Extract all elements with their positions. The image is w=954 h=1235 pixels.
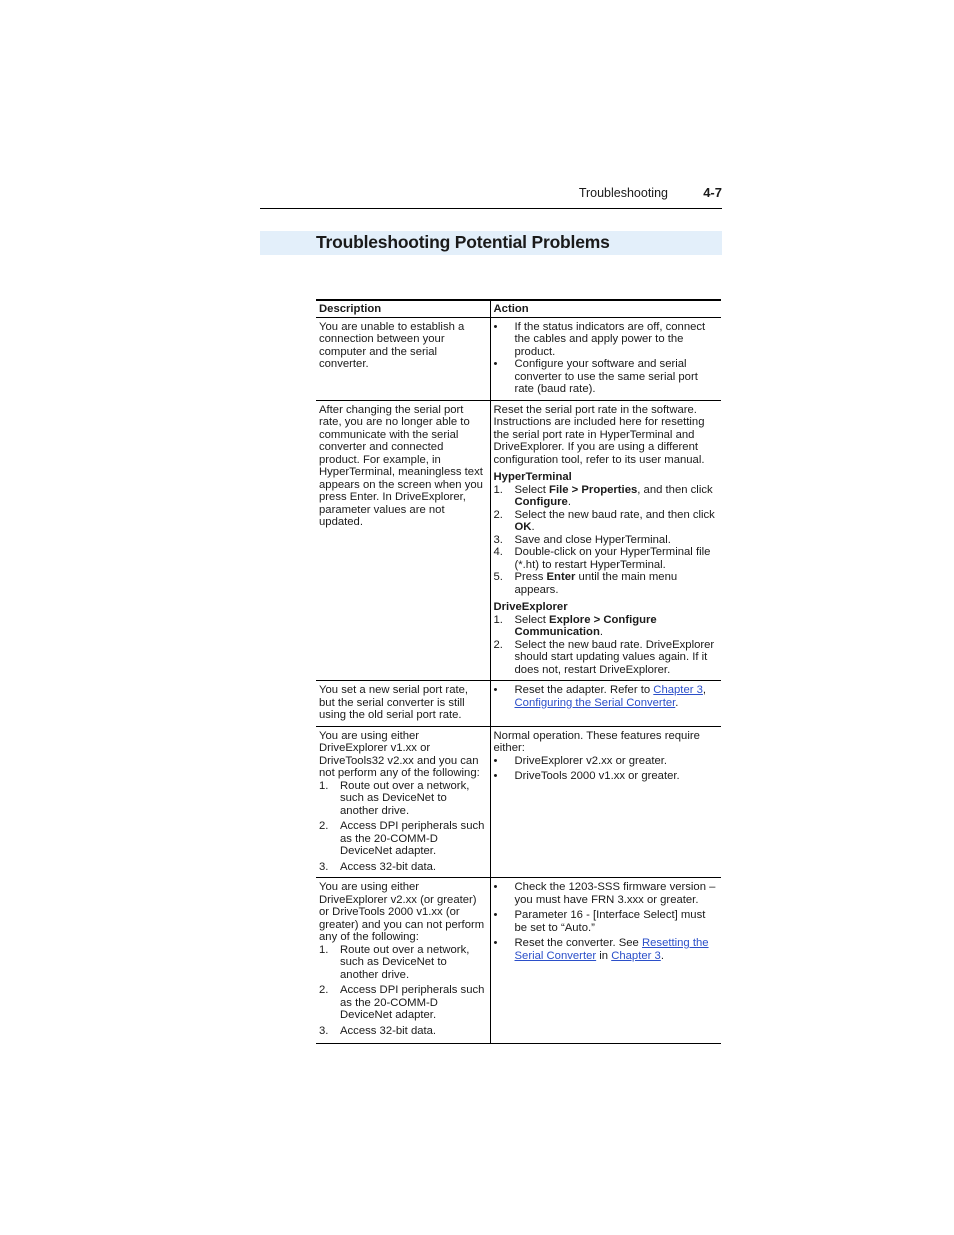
header-page-number: 4-7 xyxy=(703,185,722,200)
header-section-name: Troubleshooting xyxy=(578,186,668,200)
resetting-serial-converter-link[interactable]: Resetting the Serial Converter xyxy=(514,937,709,962)
description-cell xyxy=(316,726,490,878)
section-title: Troubleshooting Potential Problems xyxy=(316,232,610,252)
list-item: 4. Double-click on your HyperTerminal file (*.ht) to restart HyperTerminal. xyxy=(493,546,711,571)
chapter-3-link[interactable]: Chapter 3 xyxy=(611,949,661,962)
action-cell xyxy=(490,317,721,400)
list-item: 2. Select the new baud rate, and then click OK. xyxy=(493,508,715,533)
list-item: 2. Select the new baud rate. DriveExplorer should start updating values again. If it does not, restart DriveExplorer. xyxy=(493,638,715,676)
description-text: You are using either DriveExplorer v1.xx or DriveTools32 v2.xx and you can not perform any of the following: xyxy=(319,729,480,779)
limitation-list xyxy=(319,944,487,1038)
configuring-serial-converter-link[interactable]: Configuring the Serial Converter xyxy=(514,696,676,709)
list-item: • Reset the adapter. Refer to Chapter 3, Configuring the Serial Converter. xyxy=(493,684,707,709)
table-row xyxy=(316,878,721,1044)
table-row xyxy=(316,726,721,878)
driveexplorer-heading: DriveExplorer xyxy=(493,601,568,613)
list-item: • Parameter 16 - [Interface Select] must be set to “Auto.” xyxy=(493,909,706,934)
list-item: 1. Route out over a network, such as DeviceNet to another drive. xyxy=(319,943,470,981)
list-item: 3. Access 32-bit data. xyxy=(319,860,437,873)
description-cell xyxy=(316,317,490,400)
section-title-bar xyxy=(260,231,722,255)
action-intro: Reset the serial port rate in the software. Instructions are included here for resetting the serial port rate in HyperTerminal and DriveExplorer. If you are using a different configuration tool, refer to its user manual. xyxy=(493,403,705,466)
list-item: 1. Select Explore > Configure Communication. xyxy=(493,613,657,638)
running-header xyxy=(260,184,722,209)
driveexplorer-steps xyxy=(494,614,719,677)
list-item: • If the status indicators are off, connect the cables and apply power to the product. xyxy=(493,320,706,358)
list-item: • DriveTools 2000 v1.xx or greater. xyxy=(493,770,680,782)
list-item: • Reset the converter. See Resetting the Serial Converter in Chapter 3. xyxy=(493,937,709,962)
list-item: 5. Press Enter until the main menu appears. xyxy=(493,571,678,596)
list-item: • Check the 1203-SSS firmware version – you must have FRN 3.xxx or greater. xyxy=(493,881,716,906)
hyperterminal-heading: HyperTerminal xyxy=(493,471,572,483)
action-intro: Normal operation. These features require either: xyxy=(493,729,700,754)
chapter-3-link[interactable]: Chapter 3 xyxy=(653,684,703,696)
list-item: • Configure your software and serial converter to use the same serial port rate (baud rate). xyxy=(493,358,698,395)
limitation-list xyxy=(319,780,487,874)
list-item: 3. Access 32-bit data. xyxy=(319,1024,437,1037)
bullet-list xyxy=(494,881,719,962)
description-text: After changing the serial port rate, you are no longer able to communicate with the serial converter and connected product. For example, in HyperTerminal, meaningless text appears on the screen when you press Enter. In DriveExplorer, parameter values are not updated. xyxy=(319,403,483,528)
column-header-description: Description xyxy=(316,300,490,317)
list-item: 2. Access DPI peripherals such as the 20-COMM-D DeviceNet adapter. xyxy=(319,820,485,857)
list-item: 1. Route out over a network, such as DeviceNet to another drive. xyxy=(319,779,470,817)
table-row xyxy=(316,681,721,727)
list-item: 3. Save and close HyperTerminal. xyxy=(493,533,671,546)
action-cell xyxy=(490,400,721,681)
description-cell xyxy=(316,681,490,727)
list-item: 1. Select File > Properties, and then click Configure. xyxy=(493,483,713,508)
hyperterminal-steps xyxy=(494,484,719,597)
column-header-action: Action xyxy=(490,300,721,317)
description-cell xyxy=(316,878,490,1044)
list-item: 2. Access DPI peripherals such as the 20-COMM-D DeviceNet adapter. xyxy=(319,984,485,1021)
table-row xyxy=(316,317,721,400)
bullet-list xyxy=(494,684,719,709)
description-cell xyxy=(316,400,490,681)
troubleshooting-table xyxy=(316,299,721,1044)
action-cell xyxy=(490,726,721,878)
description-text: You set a new serial port rate, but the serial converter is still using the old serial port rate. xyxy=(319,684,469,721)
description-text: You are using either DriveExplorer v2.xx (or greater) or DriveTools 2000 v1.xx (or greater) and you can not perform any of the following: xyxy=(319,881,485,943)
description-text: You are unable to establish a connection between your computer and the serial converter. xyxy=(319,320,465,370)
table-row xyxy=(316,400,721,681)
action-cell xyxy=(490,878,721,1044)
list-item: • DriveExplorer v2.xx or greater. xyxy=(493,754,668,767)
bullet-list xyxy=(494,755,719,783)
table-header-row xyxy=(316,300,721,317)
action-cell xyxy=(490,681,721,727)
bullet-list xyxy=(494,321,719,396)
